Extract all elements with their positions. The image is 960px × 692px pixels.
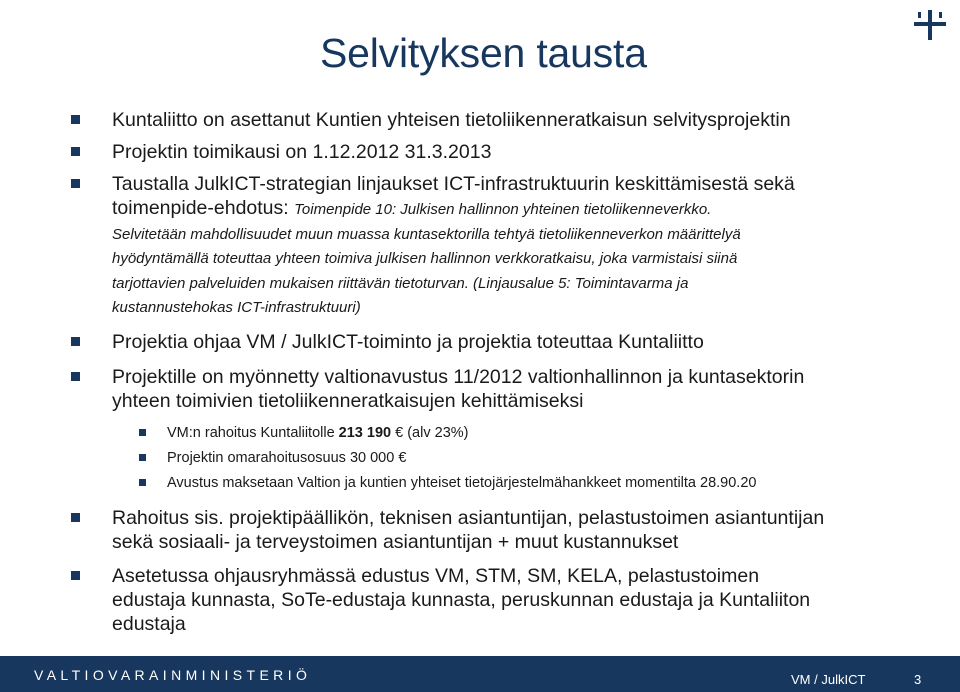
bullet-item: Taustalla JulkICT-strategian linjaukset ICT-infrastruktuurin keskittämisestä sekä toimenpide-ehdotus: Toimenpide 10: Julkisen hallinnon yhteinen tietoliikenneverkko. Selvitetään mahdollisuudet muun muassa kuntasektorilla tehtyä tietoliikenneverkon määrittelyä hyödyntämällä toteuttaa yhteen toimiva julkisen hallinnon verkkoratkaisu, joka varmistaisi siinä tarjottavien palveluiden mukaisen riittävän tietoturvan. (Linjausalue 5: Toimintavarma ja kustannustehokas ICT-infrastruktuuri) bbox=[71, 172, 951, 319]
bullet-square-icon bbox=[71, 147, 80, 156]
bullet-item: Rahoitus sis. projektipäällikön, teknisen asiantuntijan, pelastustoimen asiantuntijan sekä sosiaali- ja terveystoimen asiantuntijan + muut kustannukset bbox=[71, 506, 951, 554]
footer-brand: VALTIOVARAINMINISTERIÖ bbox=[34, 667, 312, 683]
bullet-square-icon bbox=[71, 513, 80, 522]
page-number: 3 bbox=[914, 672, 922, 687]
bullet-square-icon bbox=[71, 571, 80, 580]
sub-bullet-item: VM:n rahoitus Kuntaliitolle 213 190 € (alv 23%) bbox=[71, 423, 951, 443]
government-crest-icon bbox=[910, 8, 950, 49]
slide-title: Selvityksen tausta bbox=[320, 30, 647, 76]
bullet-item: Projektille on myönnetty valtionavustus 11/2012 valtionhallinnon ja kuntasektorin yhteen toimivien tietoliikenneratkaisujen kehittämiseksi bbox=[71, 365, 951, 413]
bullet-square-icon bbox=[139, 429, 146, 436]
footer-bar bbox=[0, 656, 960, 692]
bullet-square-icon bbox=[71, 337, 80, 346]
bullet-square-icon bbox=[71, 372, 80, 381]
bullet-square-icon bbox=[139, 454, 146, 461]
bullet-square-icon bbox=[139, 479, 146, 486]
bullet-square-icon bbox=[71, 179, 80, 188]
sub-bullet-item: Avustus maksetaan Valtion ja kuntien yhteiset tietojärjestelmähankkeet momentilta 28.90.20 bbox=[71, 473, 951, 493]
bullet-item: Asetetussa ohjausryhmässä edustus VM, STM, SM, KELA, pelastustoimen edustaja kunnasta, SoTe-edustaja kunnasta, peruskunnan edustaja ja Kuntaliiton edustaja bbox=[71, 564, 951, 636]
bullet-item: Projektin toimikausi on 1.12.2012 31.3.2013 bbox=[71, 140, 951, 164]
footer-org: VM / JulkICT bbox=[791, 672, 866, 687]
euro-sign-icon: € bbox=[398, 449, 407, 466]
bullet-list bbox=[71, 108, 951, 636]
bullet-item: Projektia ohjaa VM / JulkICT-toiminto ja projektia toteuttaa Kuntaliitto bbox=[71, 330, 951, 354]
bullet-square-icon bbox=[71, 115, 80, 124]
bullet-item: Kuntaliitto on asettanut Kuntien yhteisen tietoliikenneratkaisun selvitysprojektin bbox=[71, 108, 951, 132]
euro-sign-icon: € bbox=[395, 424, 404, 441]
sub-bullet-item: Projektin omarahoitusosuus 30 000 € bbox=[71, 448, 951, 468]
